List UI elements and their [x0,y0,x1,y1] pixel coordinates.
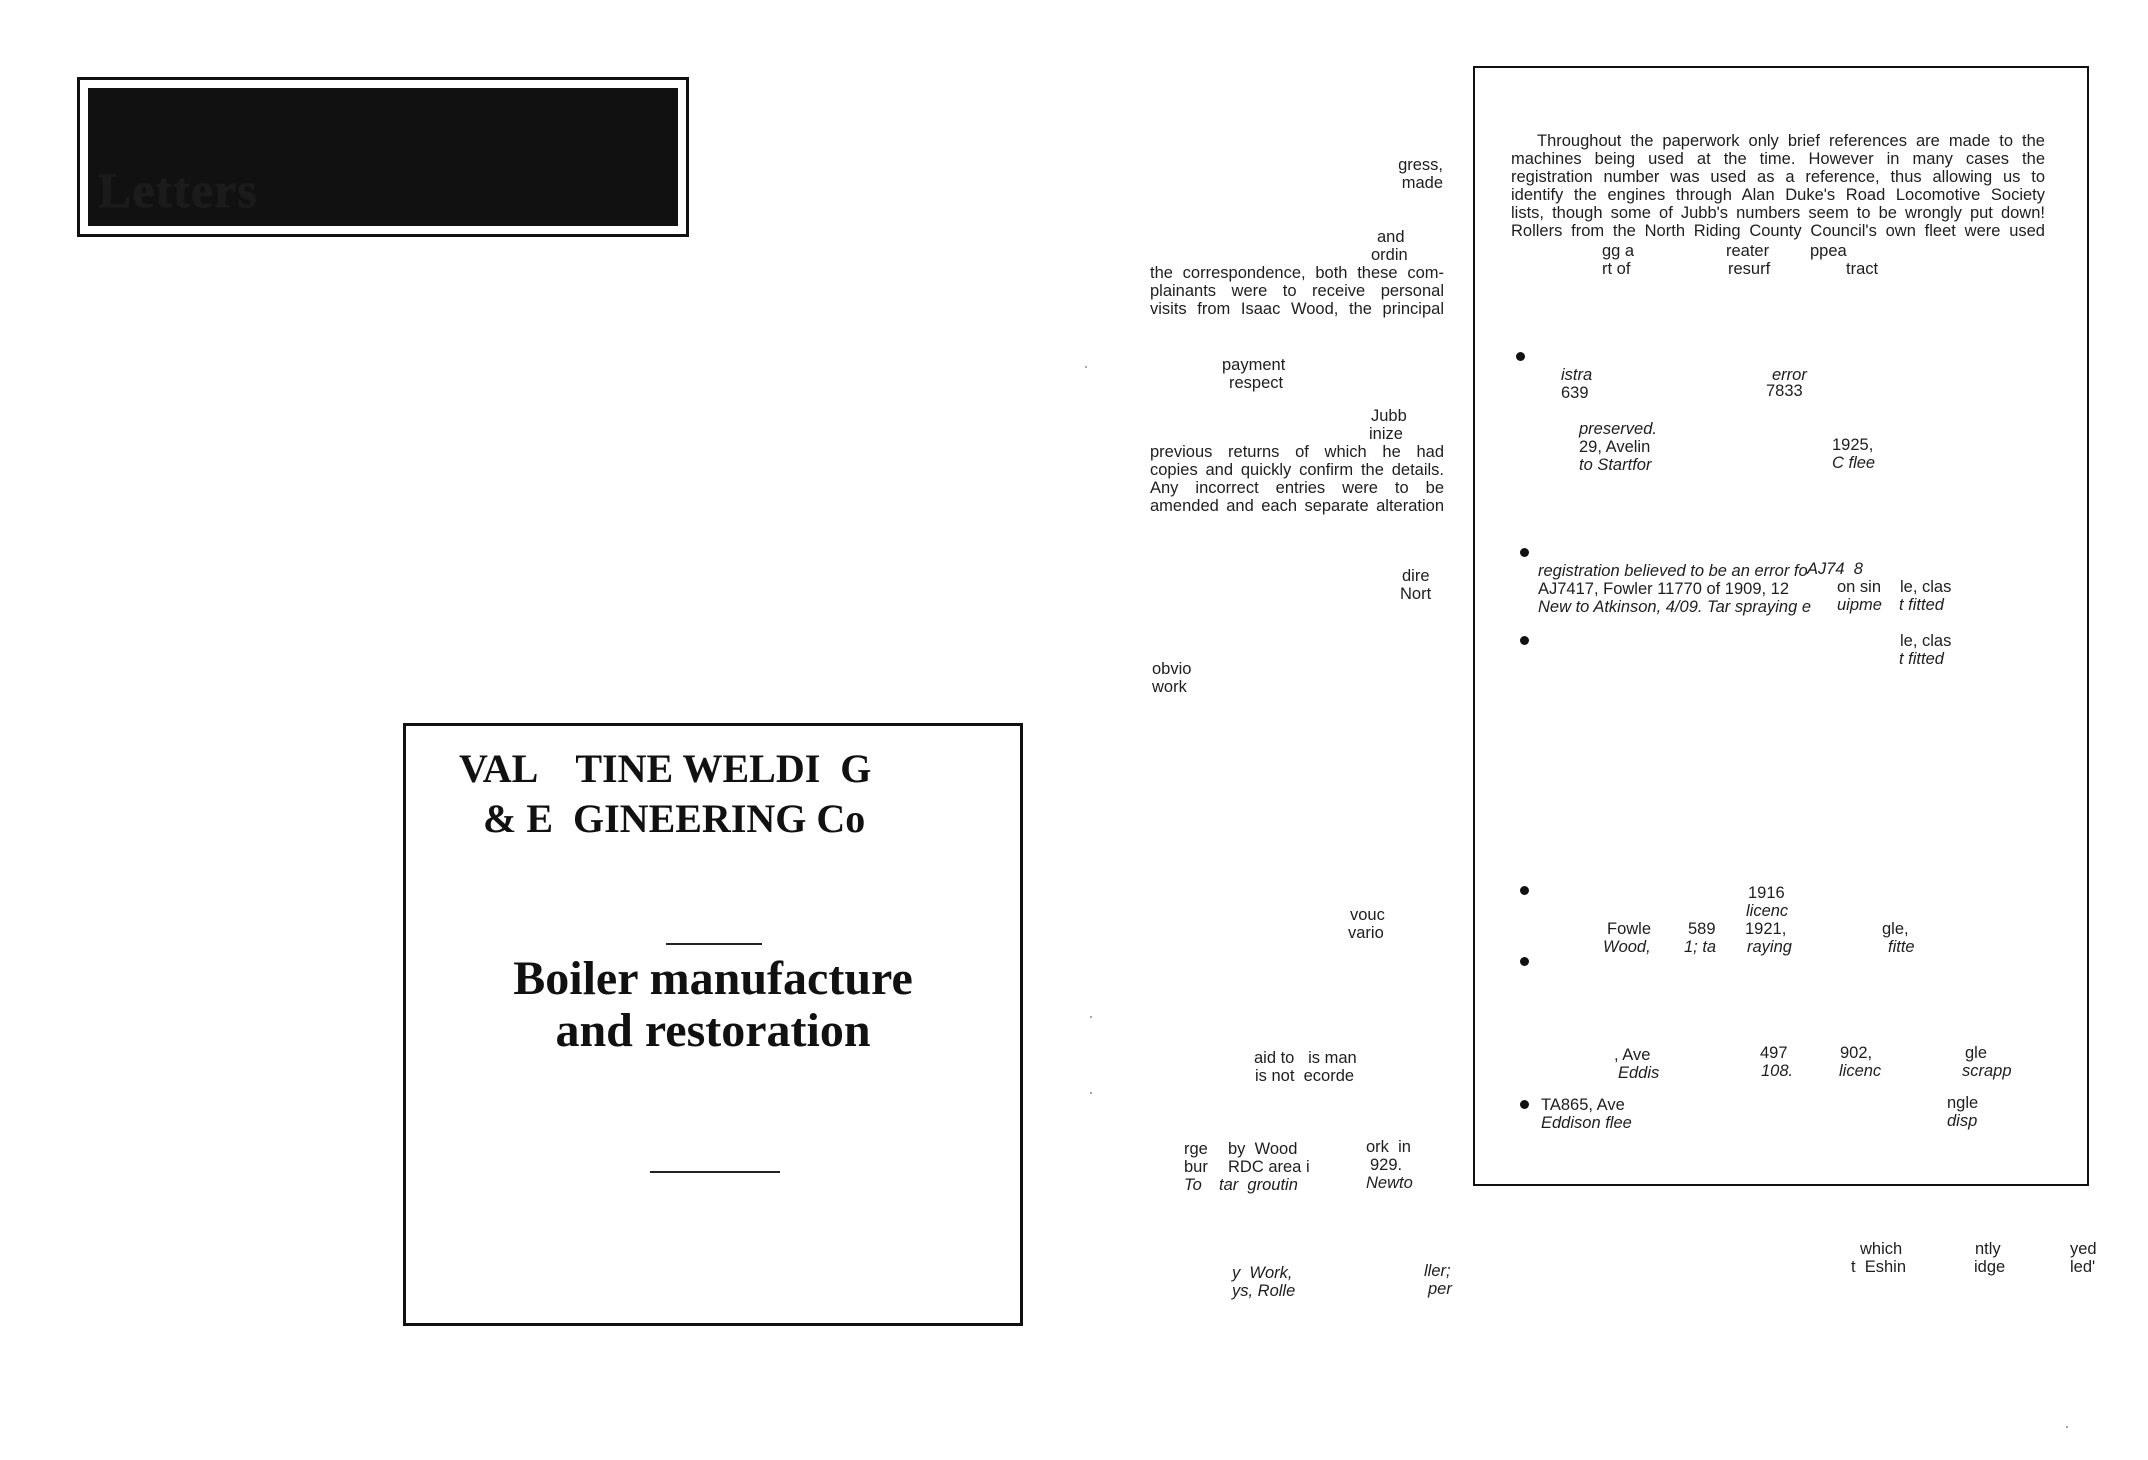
mid-text: ller; [1424,1262,1451,1280]
sidebar-text: 639 [1561,384,1589,402]
sidebar-text: 1; ta [1684,938,1717,956]
bottom-text: led' [2070,1258,2096,1276]
sidebar-text: raying [1747,938,1792,956]
sidebar-text: uipme [1837,596,1882,614]
scan-speck [2066,1426,2068,1428]
sidebar-text: on sin [1837,578,1882,596]
mid-text: ork in [1366,1138,1411,1156]
mid-text: inize [1369,425,1403,443]
sidebar-text: reater [1726,242,1770,260]
sidebar-text: error [1772,366,1807,384]
bottom-text: which [1860,1240,1903,1258]
mid-text: payment [1222,356,1286,374]
sidebar-text: 1916 [1748,884,1785,902]
bullet-icon [1520,636,1529,645]
mid-text: vouc [1350,906,1385,924]
bottom-text: yed [2070,1240,2097,1258]
mid-text: the correspondence, both these com- [1150,264,1444,282]
advert-company-line2: & E GINEERING Co [483,796,866,841]
scan-speck [1090,1092,1092,1094]
sidebar-text: to Startfor [1579,456,1652,474]
sidebar-text: C flee [1832,454,1876,472]
sidebar-text: preserved. [1579,420,1657,438]
mid-text: ordin [1371,246,1408,264]
sidebar-text: fitte [1888,938,1915,956]
sidebar-text: ngle [1947,1094,1979,1112]
advert-company-line1: VAL TINE WELDI G [459,746,872,791]
sidebar-text: t fitted [1899,650,1944,668]
mid-text: To [1184,1176,1202,1194]
advert-divider-bottom [650,1171,780,1173]
mid-text: y Work, [1232,1264,1293,1282]
mid-text: 929. [1370,1156,1403,1174]
sidebar-intro-line: Rollers from the North Riding County Council's own fleet were used [1511,222,2045,240]
sidebar-intro-line: lists, though some of Jubb's numbers seem to be wrongly put down! [1511,204,2045,222]
sidebar-text: t fitted [1899,596,1944,614]
mid-text: rge [1184,1140,1208,1158]
sidebar-text: le, clas [1900,632,1952,650]
mid-text: Any incorrect entries were to be [1150,479,1444,497]
sidebar-text: istra [1561,366,1593,384]
sidebar-text: 108. [1761,1062,1794,1080]
sidebar-text: 497 [1760,1044,1788,1062]
sidebar-text: Eddis [1618,1064,1660,1082]
mid-text: per [1428,1280,1452,1298]
mid-text: is not ecorde [1255,1067,1355,1085]
sidebar-intro-line: identify the engines through Alan Duke's Road Locomotive Society [1511,186,2045,204]
sidebar-text: licenc [1746,902,1789,920]
sidebar-text: registration believed to be an error fo [1538,562,1808,580]
mid-text: aid to is man [1254,1049,1357,1067]
sidebar-text: Wood, [1603,938,1651,956]
sidebar-text: scrapp [1962,1062,2012,1080]
bottom-text: ntly [1975,1240,2001,1258]
sidebar-text: 29, Avelin [1579,438,1651,456]
bullet-icon [1520,1100,1529,1109]
sidebar-intro-line: registration number was used as a reference, thus allowing us to [1511,168,2045,186]
mid-text: and [1377,228,1405,246]
sidebar-text: AJ7417, Fowler 11770 of 1909, 12 [1538,580,1790,598]
bottom-text: t Eshin [1851,1258,1907,1276]
sidebar-text: gg a [1602,242,1635,260]
mid-text: amended and each separate alteration [1150,497,1444,515]
letters-title: Letters [98,162,258,218]
sidebar-text: licenc [1839,1062,1882,1080]
sidebar-text: 589 [1688,920,1716,938]
scan-speck [1090,1016,1092,1018]
sidebar-text: Fowle [1607,920,1652,938]
mid-text: dire [1402,567,1430,585]
bullet-icon [1520,957,1529,966]
mid-text: Newto [1366,1174,1413,1192]
mid-text: gress, [1398,156,1443,174]
sidebar-text: Eddison flee [1541,1114,1632,1132]
mid-text: plainants were to receive personal [1150,282,1444,300]
mid-text: RDC area i [1228,1158,1310,1176]
bullet-icon [1520,548,1529,557]
sidebar-text: 1925, [1832,436,1874,454]
letters-header-box [77,77,689,237]
sidebar-text: gle [1965,1044,1988,1062]
sidebar-intro-line: Throughout the paperwork only brief references are made to the [1537,132,2045,150]
mid-text: Nort [1400,585,1432,603]
sidebar-text: , Ave [1614,1046,1651,1064]
bullet-icon [1520,886,1529,895]
bullet-icon [1516,352,1525,361]
sidebar-text: le, clas [1900,578,1952,596]
mid-text: made [1401,174,1443,192]
sidebar-text: TA865, Ave [1541,1096,1625,1114]
mid-text: respect [1229,374,1284,392]
sidebar-text: New to Atkinson, 4/09. Tar spraying e [1538,598,1812,616]
mid-text: vario [1348,924,1384,942]
mid-text: ys, Rolle [1232,1282,1296,1300]
sidebar-text: gle, [1882,920,1909,938]
sidebar-text: AJ74 8 [1807,560,1863,578]
mid-text: visits from Isaac Wood, the principal [1150,300,1444,318]
bottom-text: idge [1974,1258,2006,1276]
mid-text: work [1152,678,1187,696]
advertisement-box [403,723,1023,1326]
sidebar-text: 902, [1840,1044,1873,1062]
sidebar-text: tract [1846,260,1879,278]
scan-speck [1085,366,1087,368]
sidebar-text: disp [1947,1112,1978,1130]
mid-text: copies and quickly confirm the details. [1150,461,1444,479]
advert-headline-line1: Boiler manufacture [513,952,913,1005]
sidebar-text: rt of [1602,260,1631,278]
advert-divider-top [666,943,762,945]
mid-text: bur [1184,1158,1208,1176]
sidebar-text: 7833 [1766,382,1803,400]
advert-headline-line2: and restoration [555,1004,871,1057]
sidebar-text: 1921, [1745,920,1787,938]
mid-text: obvio [1152,660,1192,678]
mid-text: previous returns of which he had [1150,443,1444,461]
mid-text: tar groutin [1219,1176,1298,1194]
mid-text: Jubb [1371,407,1407,425]
sidebar-intro-line: machines being used at the time. However in many cases the [1511,150,2045,168]
mid-text: by Wood [1228,1140,1298,1158]
sidebar-text: resurf [1728,260,1771,278]
sidebar-text: ppea [1810,242,1847,260]
